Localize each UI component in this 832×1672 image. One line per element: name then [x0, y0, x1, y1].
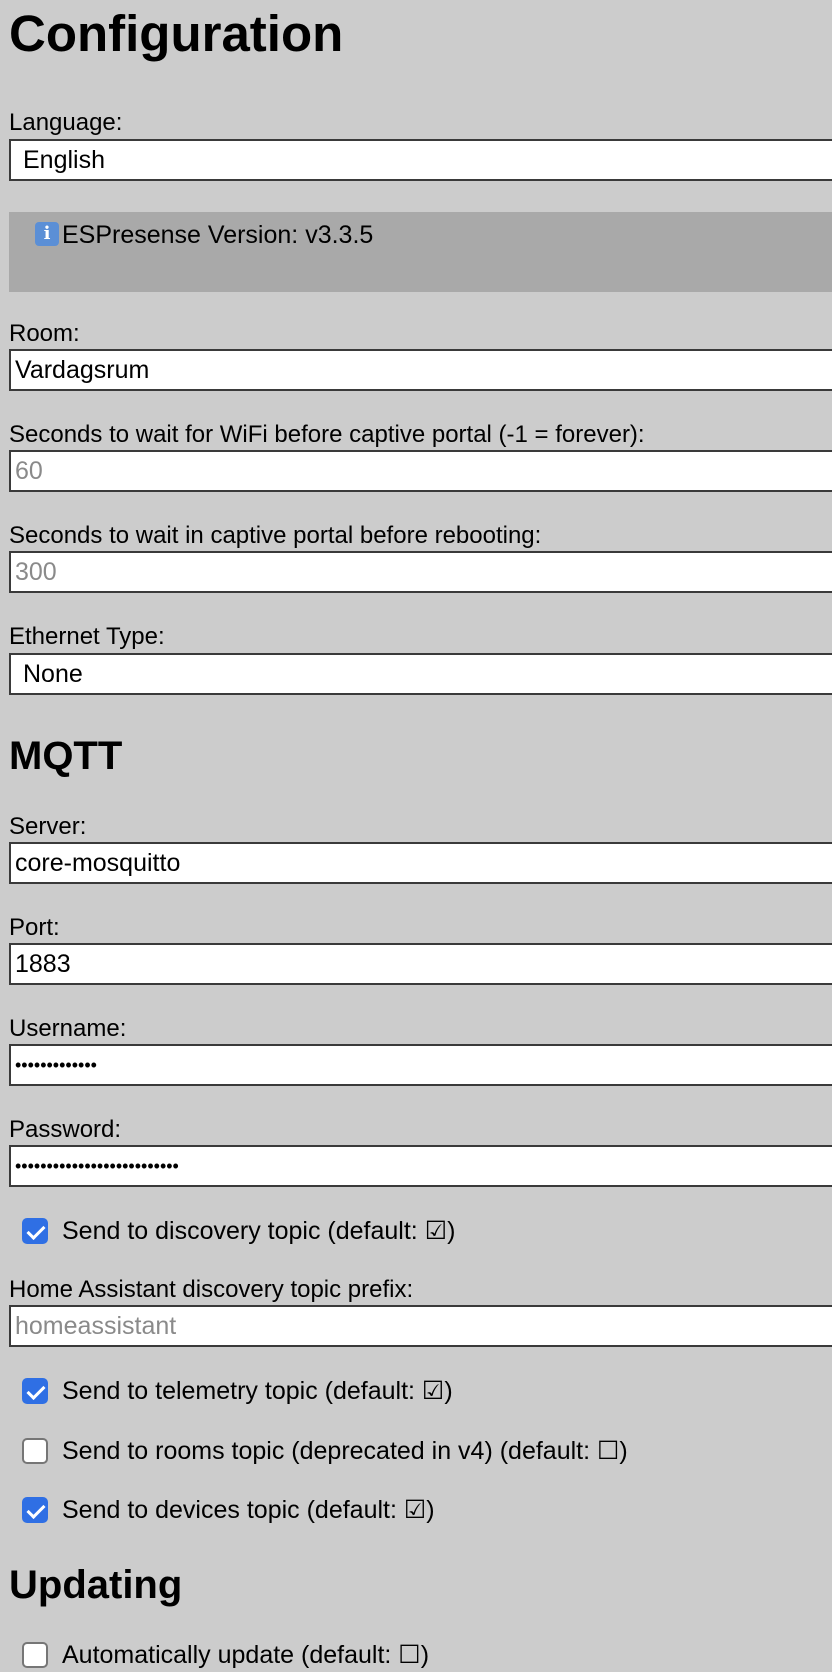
port-label: Port:: [9, 914, 60, 941]
version-info-text: ESPresense Version: v3.3.5: [62, 221, 374, 249]
server-label: Server:: [9, 813, 87, 840]
portal-timeout-label: Seconds to wait in captive portal before rebooting:: [9, 522, 542, 549]
telemetry-label: Send to telemetry topic (default: ☑): [62, 1377, 453, 1405]
port-input[interactable]: 1883: [9, 943, 832, 985]
auto-update-label: Automatically update (default: ☐): [62, 1641, 430, 1669]
discovery-prefix-label: Home Assistant discovery topic prefix:: [9, 1276, 414, 1303]
ethernet-type-select[interactable]: None: [9, 653, 832, 695]
version-info-box: [9, 212, 832, 292]
page-title: Configuration: [9, 5, 344, 62]
wifi-timeout-input[interactable]: 60: [9, 450, 832, 492]
ethernet-type-label: Ethernet Type:: [9, 623, 165, 650]
password-label: Password:: [9, 1116, 122, 1143]
mqtt-heading: MQTT: [9, 734, 123, 778]
password-input[interactable]: ••••••••••••••••••••••••••: [9, 1145, 832, 1187]
updating-heading: Updating: [9, 1563, 183, 1607]
discovery-prefix-input[interactable]: homeassistant: [9, 1305, 832, 1347]
devices-label: Send to devices topic (default: ☑): [62, 1496, 435, 1524]
devices-checkbox[interactable]: [22, 1497, 48, 1523]
telemetry-checkbox[interactable]: [22, 1378, 48, 1404]
language-label: Language:: [9, 109, 123, 136]
server-input[interactable]: core-mosquitto: [9, 842, 832, 884]
room-input[interactable]: Vardagsrum: [9, 349, 832, 391]
username-input[interactable]: •••••••••••••: [9, 1044, 832, 1086]
rooms-checkbox[interactable]: [22, 1438, 48, 1464]
auto-update-checkbox[interactable]: [22, 1642, 48, 1668]
language-select[interactable]: English: [9, 139, 832, 181]
info-icon: i: [35, 222, 59, 246]
room-label: Room:: [9, 320, 80, 347]
portal-timeout-input[interactable]: 300: [9, 551, 832, 593]
rooms-label: Send to rooms topic (deprecated in v4) (default: ☐): [62, 1437, 628, 1465]
wifi-timeout-label: Seconds to wait for WiFi before captive portal (-1 = forever):: [9, 421, 645, 448]
username-label: Username:: [9, 1015, 127, 1042]
discovery-checkbox[interactable]: [22, 1218, 48, 1244]
discovery-label: Send to discovery topic (default: ☑): [62, 1217, 456, 1245]
